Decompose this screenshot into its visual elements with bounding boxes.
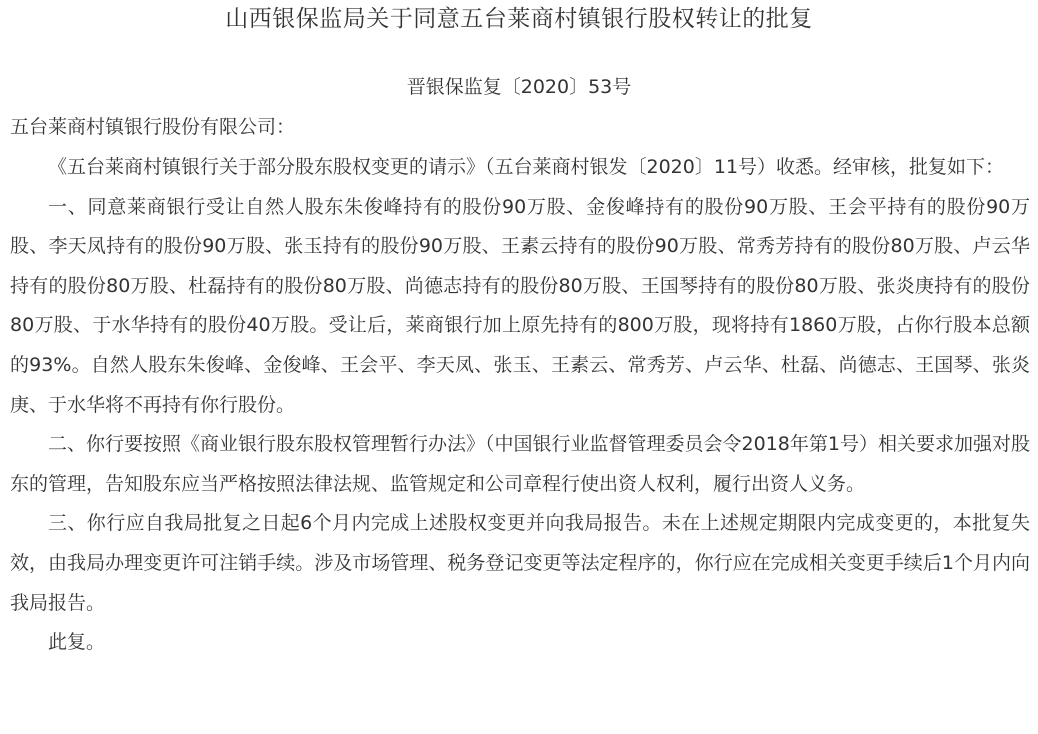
document-number: 晋银保监复〔2020〕53号: [406, 76, 632, 98]
paragraph-intro: 《五台莱商村镇银行关于部分股东股权变更的请示》（五台莱商村银发〔2020〕11号）收悉。经审核，批复如下：: [48, 156, 1005, 178]
addressee: 五台莱商村镇银行股份有限公司：: [10, 116, 296, 138]
paragraph-item-3: 三、你行应自我局批复之日起6个月内完成上述股权变更并向我局报告。未在上述规定期限内完成变更的，本批复失效，由我局办理变更许可注销手续。涉及市场管理、税务登记变更等法定程序的，你行应在完成相关变更手续后1个月内向我局报告。: [10, 512, 1030, 614]
document-title: 山西银保监局关于同意五台莱商村镇银行股权转让的批复: [225, 6, 813, 32]
document-body: [10, 148, 1030, 663]
paragraph-item-1: 一、同意莱商银行受让自然人股东朱俊峰持有的股份90万股、金俊峰持有的股份90万股、王会平持有的股份90万股、李天凤持有的股份90万股、张玉持有的股份90万股、王素云持有的股份90万股、常秀芳持有的股份80万股、卢云华持有的股份80万股、杜磊持有的股份80万股、尚德志持有的股份80万股、王国琴持有的股份80万股、张炎庚持有的股份80万股、于水华持有的股份40万股。受让后，莱商银行加上原先持有的800万股，现将持有1860万股，占你行股本总额的93%。自然人股东朱俊峰、金俊峰、王会平、李天凤、张玉、王素云、常秀芳、卢云华、杜磊、尚德志、王国琴、张炎庚、于水华将不再持有你行股份。: [10, 195, 1030, 416]
closing-text: 此复。: [48, 631, 106, 654]
paragraph-item-2: 二、你行要按照《商业银行股东股权管理暂行办法》（中国银行业监督管理委员会令2018年第1号）相关要求加强对股东的管理，告知股东应当严格按照法律法规、监管规定和公司章程行使出资人权利，履行出资人义务。: [10, 433, 1030, 495]
